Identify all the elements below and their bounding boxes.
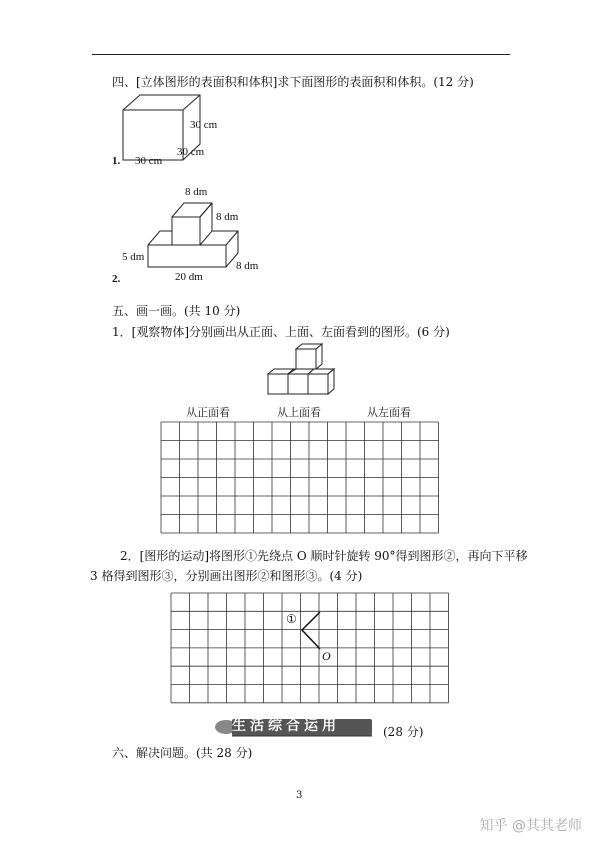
cube-depth-label: 30 cm [177,146,205,158]
bottom-depth-label: 8 dm [236,260,259,272]
top-width-label: 8 dm [185,186,208,198]
section5-q2-line2: 3 格得到图形③，分别画出图形②和图形③。(4 分) [90,569,363,583]
cube-height-label: 30 cm [190,119,218,131]
drawing-grid-rotation [170,592,452,704]
section5-q2-line1: 2．[图形的运动]将图形①先绕点 O 顺时针旋转 90°得到图形②，再向下平移 [120,549,528,563]
top-height-label: 8 dm [216,211,239,223]
section6-title: 六、解决问题。(共 28 分) [112,746,253,760]
point-o-label: O [322,649,331,663]
banner-score: (28 分) [383,725,424,739]
section4-title: 四、[立体图形的表面积和体积]求下面图形的表面积和体积。(12 分) [112,75,474,89]
section5-q1-text: 1．[观察物体]分别画出从正面、上面、左面看到的图形。(6 分) [112,325,450,339]
bottom-height-label: 5 dm [122,251,145,263]
view-label-front: 从正面看 [186,406,230,419]
bottom-width-label: 20 dm [175,271,203,283]
figure-1-shape [302,612,320,649]
cube-stack-figure [262,343,352,398]
drawing-grid-views [160,421,442,536]
view-label-left: 从左面看 [367,406,411,419]
banner-title: 生活综合运用 [232,718,340,734]
figure-1-label: ① [286,612,297,626]
cube-width-label: 30 cm [135,155,163,167]
q2-number: 2. [112,273,121,285]
q1-number: 1. [112,155,121,167]
view-label-top: 从上面看 [277,406,321,419]
top-rule [92,54,510,55]
watermark: 知乎 @其其老师 [479,818,582,834]
stacked-cuboid-figure [140,195,250,275]
page-number: 3 [296,790,303,801]
section5-title: 五、画一画。(共 10 分) [112,304,241,318]
